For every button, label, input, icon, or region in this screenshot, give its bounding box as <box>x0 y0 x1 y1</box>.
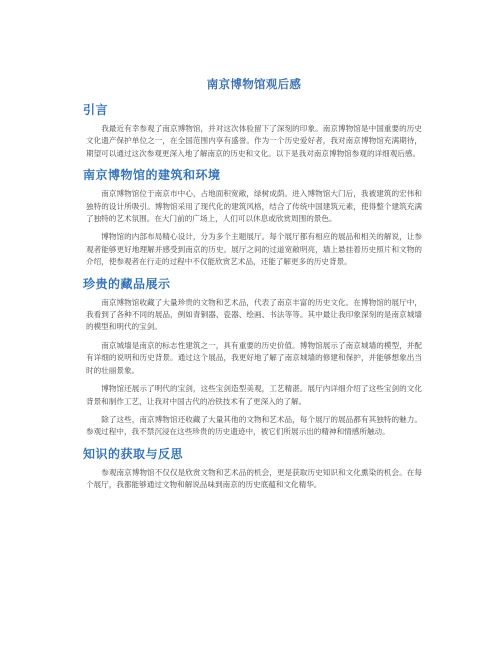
section-heading-architecture: 南京博物馆的建筑和环境 <box>83 168 221 183</box>
paragraph: 参观南京博物馆不仅仅是欣赏文物和艺术品的机会，更是获取历史知识和文化熏染的机会。在每个展厅，我都能够通过文物和解说品味到南京的历史底蕴和文化精华。 <box>86 467 422 490</box>
section-heading-intro: 引言 <box>83 103 109 117</box>
paragraph: 博物馆的内部布局精心设计，分为多个主题展厅。每个展厅都有相应的展品和相关的解说，让参观者能够更好地理解并感受到南京的历史。展厅之间的过道宽敞明亮，墙上悬挂着历史照片和文物的介绍，使参观者在行走的过程中不仅能欣赏艺术品，还能了解更多的历史背景。 <box>86 232 422 267</box>
section-heading-collection: 珍贵的藏品展示 <box>83 276 171 291</box>
paragraph: 南京博物馆收藏了大量珍贵的文物和艺术品，代表了南京丰富的历史文化。在博物馆的展厅中，我看到了各种不同的展品，例如青铜器、瓷器、绘画、书法等等。其中最让我印象深刻的是南京城墙的模型和明代的宝剑。 <box>86 297 422 332</box>
paragraph: 南京城墙是南京的标志性建筑之一，具有重要的历史价值。博物馆展示了南京城墙的模型，并配有详细的说明和历史背景。通过这个展品，我更好地了解了南京城墙的修建和保护，并能够想象出当时的壮丽景象。 <box>86 340 422 375</box>
document-title: 南京博物馆观后感 <box>206 77 302 91</box>
paragraph: 南京博物馆位于南京市中心，占地面积宽敞，绿树成荫。进入博物馆大门后，我被建筑的宏伟和独特的设计所吸引。博物馆采用了现代化的建筑风格，结合了传统中国建筑元素，使得整个建筑充满了独特的艺术氛围。在大门前的广场上，人们可以休息或欣赏周围的景色。 <box>86 189 422 224</box>
paragraph: 博物馆还展示了明代的宝剑，这些宝剑造型美观，工艺精湛。展厅内详细介绍了这些宝剑的文化背景和制作工艺，让我对中国古代的冶铁技术有了更深入的了解。 <box>86 384 422 406</box>
section-heading-knowledge: 知识的获取与反思 <box>83 446 184 461</box>
paragraph: 我最近有幸参观了南京博物馆，并对这次体验留下了深刻的印象。南京博物馆是中国重要的历史文化遗产保护单位之一，在全国范围内享有盛誉。作为一个历史爱好者，我对南京博物馆充满期待，期望可以通过这次参观更深入地了解南京的历史和文化。以下是我对南京博物馆参观的详细观后感。 <box>86 124 422 158</box>
paragraph: 除了这些，南京博物馆还收藏了大量其他的文物和艺术品，每个展厅的展品都有其独特的魅力。参观过程中，我不禁沉浸在这些珍贵的历史遗迹中，被它们所展示出的精神和情感所触动。 <box>86 414 422 437</box>
